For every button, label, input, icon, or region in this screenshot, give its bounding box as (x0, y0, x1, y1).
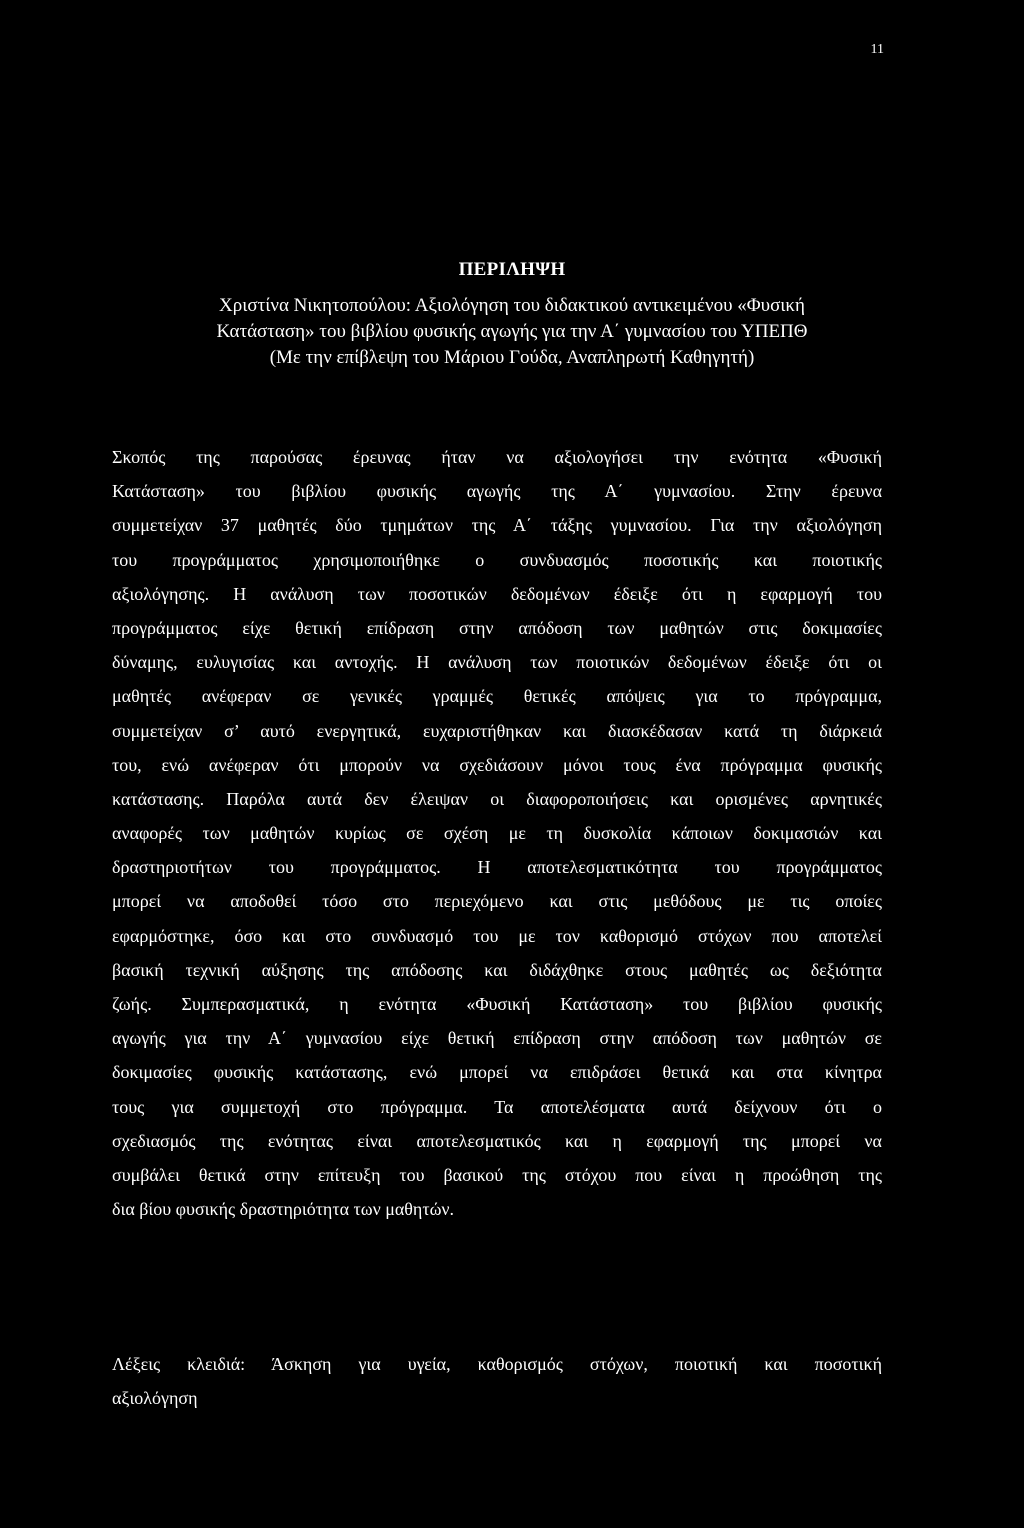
abstract-line: συμμετείχαν σ’ αυτό ενεργητικά, ευχαριστήθηκαν και διασκέδασαν κατά τη διάρκειά (112, 720, 882, 741)
abstract-line: δύναμης, ευλυγισίας και αντοχής. Η ανάλυση των ποιοτικών δεδομένων έδειξε ότι οι (112, 652, 882, 673)
author-line: Κατάσταση» του βιβλίου φυσικής αγωγής για την Α΄ γυμνασίου του ΥΠΕΠΘ (216, 321, 808, 342)
abstract-line: βασική τεχνική αύξησης της απόδοσης και διδάχθηκε στους μαθητές ως δεξιότητα (112, 959, 882, 980)
abstract-line: προγράμματος είχε θετική επίδραση στην απόδοση των μαθητών στις δοκιμασίες (112, 617, 882, 638)
abstract-line: του προγράμματος χρησιμοποιήθηκε ο συνδυασμός ποσοτικής και ποιοτικής (112, 549, 882, 570)
abstract-line: ζωής. Συμπερασματικά, η ενότητα «Φυσική Κατάσταση» του βιβλίου φυσικής (112, 994, 882, 1014)
abstract-line: μπορεί να αποδοθεί τόσο στο περιεχόμενο και στις μεθόδους με τις οποίες (112, 891, 882, 912)
abstract-line: δια βίου φυσικής δραστηριότητα των μαθητών. (112, 1199, 455, 1220)
author-line: (Με την επίβλεψη του Μάριου Γούδα, Αναπληρωτή Καθηγητή) (269, 347, 755, 368)
abstract-line: μαθητές ανέφεραν σε γενικές γραμμές θετικές απόψεις για το πρόγραμμα, (112, 686, 882, 707)
abstract-body (112, 440, 882, 1226)
abstract-line: αναφορές των μαθητών κυρίως σε σχέση με τη δυσκολία κάποιων δοκιμασιών και (112, 823, 882, 844)
keywords (112, 1347, 882, 1415)
keywords-line: αξιολόγηση (112, 1388, 198, 1408)
abstract-line: αγωγής για την Α΄ γυμνασίου είχε θετική επίδραση στην απόδοση των μαθητών σε (112, 1028, 882, 1049)
abstract-line: κατάστασης. Παρόλα αυτά δεν έλειψαν οι διαφοροποιήσεις και ορισμένες αρνητικές (112, 788, 882, 809)
author-line: Χριστίνα Νικητοπούλου: Αξιολόγηση του διδακτικού αντικειμένου «Φυσική (219, 295, 805, 316)
abstract-line: σχεδιασμός της ενότητας είναι αποτελεσματικός και η εφαρμογή της μπορεί να (112, 1130, 882, 1151)
abstract-line: εφαρμόστηκε, όσο και στο συνδυασμό του με τον καθορισμό στόχων που αποτελεί (112, 925, 882, 946)
abstract-line: συμβάλει θετικά στην επίτευξη του βασικού της στόχου που είναι η προώθηση της (112, 1164, 882, 1185)
page-title: ΠΕΡΙΛΗΨΗ (458, 259, 566, 280)
author-info (100, 293, 924, 371)
abstract-line: δοκιμασίες φυσικής κατάστασης, ενώ μπορεί να επιδράσει θετικά και στα κίνητρα (112, 1062, 882, 1083)
abstract-line: τους για συμμετοχή στο πρόγραμμα. Τα αποτελέσματα αυτά δείχνουν ότι ο (112, 1096, 882, 1117)
abstract-line: του, ενώ ανέφεραν ότι μπορούν να σχεδιάσουν μόνοι τους ένα πρόγραμμα φυσικής (112, 754, 882, 775)
page-number: 11 (870, 42, 884, 57)
abstract-line: συμμετείχαν 37 μαθητές δύο τμημάτων της Α΄ τάξης γυμνασίου. Για την αξιολόγηση (112, 515, 882, 536)
abstract-line: δραστηριοτήτων του προγράμματος. Η αποτελεσματικότητα του προγράμματος (112, 857, 882, 878)
abstract-line: Σκοπός της παρούσας έρευνας ήταν να αξιολογήσει την ενότητα «Φυσική (112, 447, 882, 467)
keywords-line: Λέξεις κλειδιά: Άσκηση για υγεία, καθορισμός στόχων, ποιοτική και ποσοτική (112, 1354, 882, 1374)
abstract-line: Κατάσταση» του βιβλίου φυσικής αγωγής της Α΄ γυμνασίου. Στην έρευνα (112, 481, 882, 502)
abstract-line: αξιολόγησης. Η ανάλυση των ποσοτικών δεδομένων έδειξε ότι η εφαρμογή του (112, 583, 882, 604)
